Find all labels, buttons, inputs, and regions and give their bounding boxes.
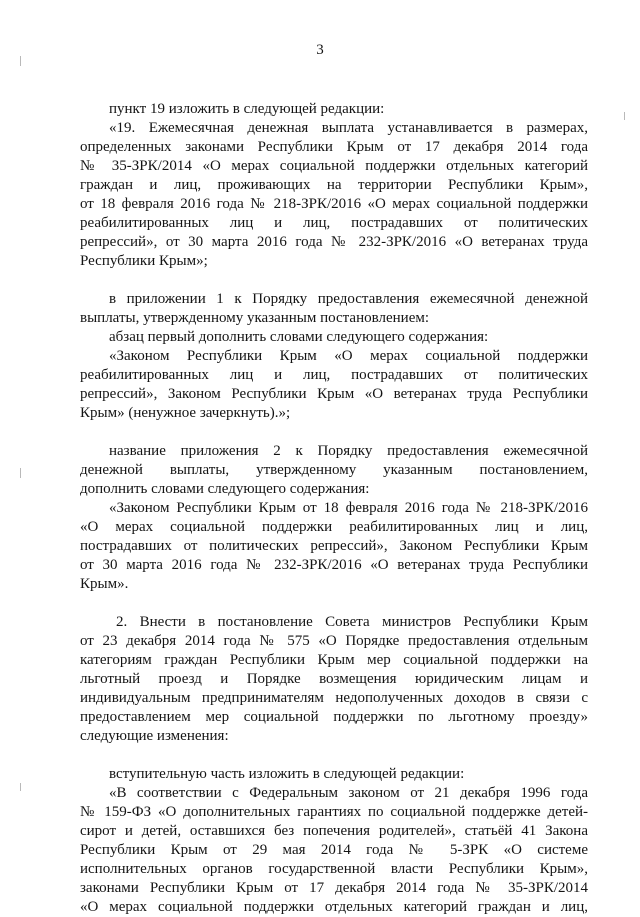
text-line: «О мерах социальной поддержки реабилитированных лиц и лиц, bbox=[80, 519, 588, 535]
text-line: «19. Ежемесячная денежная выплата устанавливается в размерах, bbox=[109, 120, 588, 136]
text-line: пострадавших от политических репрессий», Законом Республики Крым bbox=[80, 538, 588, 554]
text-line: «В соответствии с Федеральным законом от 21 декабря 1996 года bbox=[109, 785, 588, 801]
text-line: пункт 19 изложить в следующей редакции: bbox=[109, 101, 385, 117]
text-line: № 35-ЗРК/2014 «О мерах социальной поддержки отдельных категорий bbox=[80, 158, 588, 174]
text-line: репрессий», Законом Республики Крым «О ветеранах труда Республики bbox=[80, 386, 588, 402]
text-line: определенных законами Республики Крым от 17 декабря 2014 года bbox=[80, 139, 588, 155]
text-line: предоставлением мер социальной поддержки по льготному проезду» bbox=[80, 709, 588, 725]
text-line: «О мерах социальной поддержки отдельных категорий граждан и лиц, bbox=[80, 899, 588, 915]
paragraph-block bbox=[80, 613, 588, 746]
text-line: «Законом Республики Крым от 18 февраля 2016 года № 218-ЗРК/2016 bbox=[109, 500, 588, 516]
document-body bbox=[80, 100, 588, 917]
paragraph-gap bbox=[80, 594, 588, 613]
scan-mark-left-mid bbox=[20, 468, 21, 478]
text-line: граждан и лиц, проживающих на территории Республики Крым», bbox=[80, 177, 588, 193]
text-line: название приложения 2 к Порядку предоставления ежемесячной bbox=[109, 443, 588, 459]
text-line: реабилитированных лиц и лиц, пострадавших от политических bbox=[80, 215, 588, 231]
paragraph-gap bbox=[80, 746, 588, 765]
text-line: Крым». bbox=[80, 576, 129, 592]
scan-mark-left-bottom bbox=[20, 783, 21, 791]
text-line: сирот и детей, оставшихся без попечения родителей», статьёй 41 Закона bbox=[80, 823, 588, 839]
paragraph-gap bbox=[80, 423, 588, 442]
text-line: Республики Крым от 29 мая 2014 года № 5-ЗРК «О системе bbox=[80, 842, 588, 858]
text-line: следующие изменения: bbox=[80, 728, 229, 744]
text-line: выплаты, утвержденному указанным постановлением: bbox=[80, 310, 430, 326]
paragraph-block bbox=[80, 442, 588, 594]
text-line: от 30 марта 2016 года № 232-ЗРК/2016 «О ветеранах труда Республики bbox=[80, 557, 588, 573]
text-line: в приложении 1 к Порядку предоставления ежемесячной денежной bbox=[109, 291, 588, 307]
text-line: № 159-ФЗ «О дополнительных гарантиях по социальной поддержке детей- bbox=[80, 804, 588, 820]
paragraph-block bbox=[80, 100, 588, 271]
text-line: 2. Внести в постановление Совета министров Республики Крым bbox=[116, 614, 588, 630]
text-line: льготный проезд и Порядке возмещения юридическим лицам и bbox=[80, 671, 588, 687]
text-line: репрессий», от 30 марта 2016 года № 232-ЗРК/2016 «О ветеранах труда bbox=[80, 234, 588, 250]
text-line: законами Республики Крым от 17 декабря 2014 года № 35-ЗРК/2014 bbox=[80, 880, 588, 896]
text-line: абзац первый дополнить словами следующего содержания: bbox=[109, 329, 489, 345]
text-line: категориям граждан Республики Крым мер социальной поддержки на bbox=[80, 652, 588, 668]
text-line: дополнить словами следующего содержания: bbox=[80, 481, 370, 497]
text-line: Крым» (ненужное зачеркнуть).»; bbox=[80, 405, 291, 421]
text-line: от 18 февраля 2016 года № 218-ЗРК/2016 «О мерах социальной поддержки bbox=[80, 196, 588, 212]
text-line: реабилитированных лиц и лиц, пострадавших от политических bbox=[80, 367, 588, 383]
paragraph-block bbox=[80, 765, 588, 917]
text-line: денежной выплаты, утвержденному указанным постановлением, bbox=[80, 462, 588, 478]
paragraph-block bbox=[80, 290, 588, 423]
paragraph-gap bbox=[80, 271, 588, 290]
text-line: от 23 декабря 2014 года № 575 «О Порядке предоставления отдельным bbox=[80, 633, 588, 649]
text-line: Республики Крым»; bbox=[80, 253, 208, 269]
page-number: 3 bbox=[316, 42, 324, 58]
scan-mark-right bbox=[624, 112, 625, 120]
text-line: «Законом Республики Крым «О мерах социальной поддержки bbox=[109, 348, 588, 364]
text-line: вступительную часть изложить в следующей редакции: bbox=[109, 766, 465, 782]
text-line: индивидуальным предпринимателям недополученных доходов в связи с bbox=[80, 690, 588, 706]
text-line: исполнительных органов государственной власти Республики Крым», bbox=[80, 861, 588, 877]
